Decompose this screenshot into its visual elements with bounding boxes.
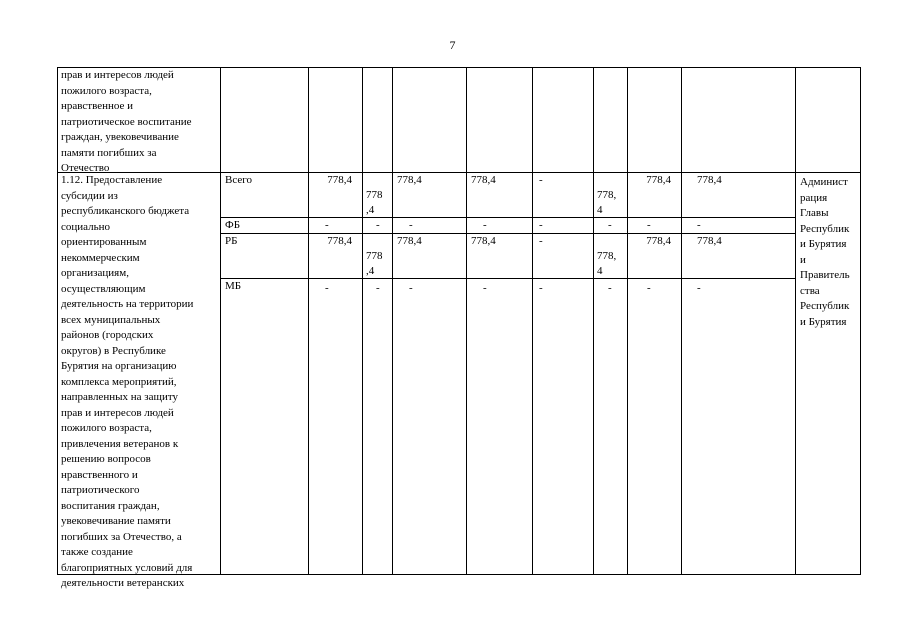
total-c7: 778,4: [646, 174, 671, 186]
rb-c2-line1: 778: [366, 250, 383, 262]
fb-c5: -: [539, 219, 543, 231]
fb-c8: -: [697, 219, 701, 231]
rb-c2-line2: ,4: [366, 265, 375, 277]
total-c2-line1: 778: [366, 189, 383, 201]
mb-c4: -: [483, 282, 487, 294]
total-c8: 778,4: [697, 174, 722, 186]
total-c1: 778,4: [327, 174, 352, 186]
row-executor: Админист рация Главы Республик и Бурятия и Правитель ства Республик и Бурятия: [800, 176, 850, 328]
fb-c6: -: [608, 219, 612, 231]
mb-c2: -: [376, 282, 380, 294]
rb-c8: 778,4: [697, 235, 722, 247]
total-c3: 778,4: [397, 174, 422, 186]
rb-c6-line1: 778,: [597, 250, 617, 262]
total-c6-line2: 4: [597, 204, 603, 216]
row-description: 1.12. Предоставление субсидии из республиканского бюджета социально ориентированным некоммерческим организациям, осуществляющим деятельность на территории всех муниципальных районов (городских округов) в Республике Бурятия на организацию комплекса мероприятий, направленных на защиту прав и интересов людей пожилого возраста, привлечения ветеранов к решению вопросов нравственного и патриотического воспитания граждан, увековечивание памяти погибших за Отечество, а также создание благоприятных условий для деятельности ветеранских: [61, 174, 194, 589]
fb-c7: -: [647, 219, 651, 231]
fb-c1: -: [325, 219, 329, 231]
fb-c3: -: [409, 219, 413, 231]
source-label-mb: МБ: [225, 280, 242, 292]
total-c4: 778,4: [471, 174, 496, 186]
rb-c6-line2: 4: [597, 265, 603, 277]
rb-c5: -: [539, 235, 543, 247]
fb-c2: -: [376, 219, 380, 231]
rb-c3: 778,4: [397, 235, 422, 247]
page-number: 7: [449, 38, 456, 52]
fb-c4: -: [483, 219, 487, 231]
total-c6-line1: 778,: [597, 189, 617, 201]
total-c2-line2: ,4: [366, 204, 375, 216]
mb-c7: -: [647, 282, 651, 294]
source-label-total: Всего: [225, 174, 252, 186]
source-label-fb: ФБ: [225, 219, 241, 231]
rb-c1: 778,4: [327, 235, 352, 247]
total-c5: -: [539, 174, 543, 186]
mb-c6: -: [608, 282, 612, 294]
prev-row-description: прав и интересов людей пожилого возраста, нравственное и патриотическое воспитание граждан, увековечивание памяти погибших за Отечество: [61, 69, 192, 174]
mb-c5: -: [539, 282, 543, 294]
source-label-rb: РБ: [225, 235, 238, 247]
mb-c1: -: [325, 282, 329, 294]
rb-c7: 778,4: [646, 235, 671, 247]
rb-c4: 778,4: [471, 235, 496, 247]
mb-c3: -: [409, 282, 413, 294]
mb-c8: -: [697, 282, 701, 294]
